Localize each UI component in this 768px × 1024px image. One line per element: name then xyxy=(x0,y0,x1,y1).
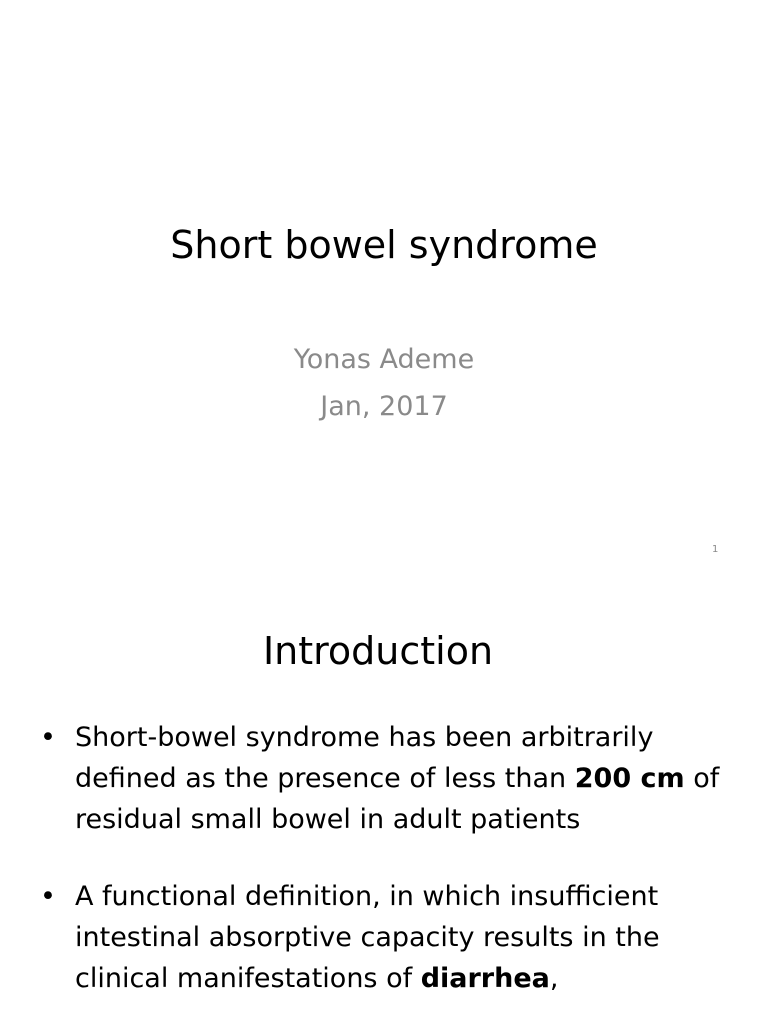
bullet-emphasis: diarrhea xyxy=(420,963,550,994)
bullet-line: A functional definition, in which insufficient xyxy=(75,881,659,912)
bullet-point-icon: • xyxy=(40,722,56,753)
bullet-line xyxy=(75,958,740,999)
bullet-line xyxy=(75,758,740,799)
bullet-text: defined as the presence of less than xyxy=(75,763,575,794)
slide-subtitle xyxy=(0,336,768,430)
bullet-emphasis: 200 cm xyxy=(574,763,685,794)
bullet-line: residual small bowel in adult patients xyxy=(75,804,581,835)
presentation-date: Jan, 2017 xyxy=(320,391,448,422)
bullet-text: , xyxy=(549,963,559,994)
bullet-text: of xyxy=(684,763,720,794)
bullet-line: Short-bowel syndrome has been arbitrarily xyxy=(75,722,654,753)
page-number: 1 xyxy=(712,544,719,555)
bullet-item xyxy=(40,876,740,999)
bullet-list xyxy=(40,717,740,1024)
slide-title: Introduction xyxy=(262,629,494,673)
bullet-line: intestinal absorptive capacity results in the xyxy=(75,922,660,953)
bullet-text: clinical manifestations of xyxy=(75,963,421,994)
author-name: Yonas Ademe xyxy=(293,344,475,375)
slide-title: Short bowel syndrome xyxy=(170,223,598,267)
bullet-point-icon: • xyxy=(40,881,56,912)
slide-2 xyxy=(0,576,768,1024)
bullet-item xyxy=(40,717,740,840)
